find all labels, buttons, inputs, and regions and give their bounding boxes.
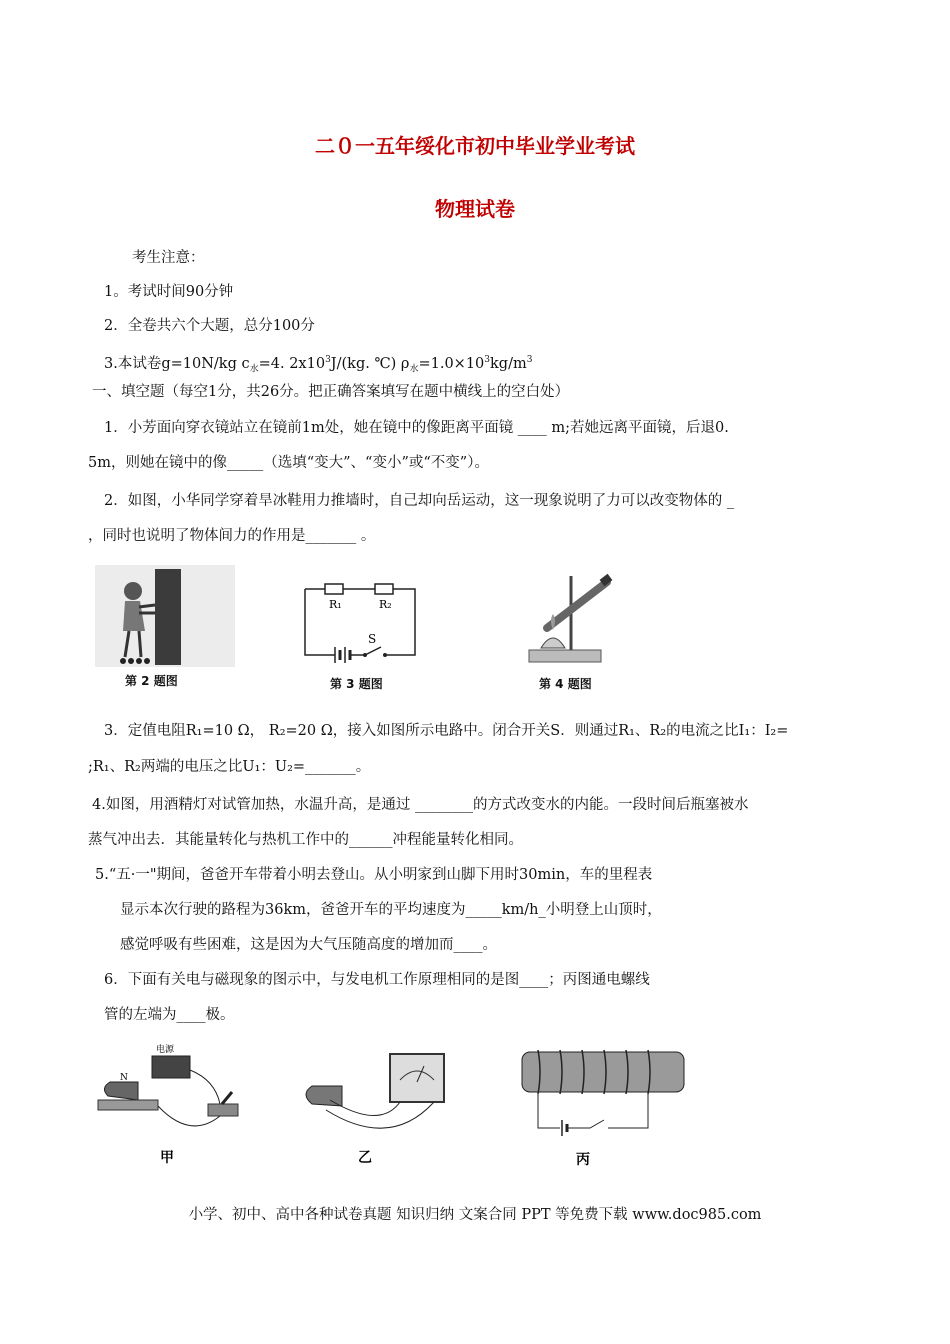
question-6-line-1: 6．下面有关电与磁现象的图示中，与发电机工作原理相同的是图____；丙图通电螺线	[104, 972, 650, 988]
figure-3-r2-label: R₂	[379, 598, 392, 611]
question-5-line-3: 感觉呼吸有些困难，这是因为大气压随高度的增加而____。	[120, 937, 497, 953]
figure-jia	[98, 1043, 238, 1166]
question-4-line-1: 4.如图，用酒精灯对试管加热，水温升高，是通过 ________的方式改变水的内能。一段时间后瓶塞被水	[92, 797, 749, 813]
note-3-f: 水	[409, 364, 419, 375]
question-1-line-1: 1．小芳面向穿衣镜站立在镜前1m处，她在镜中的像距离平面镜 ____ m;若她远离平面镜，后退0.	[104, 420, 729, 436]
note-3-a: 3.本试卷g=10N/kg c	[104, 355, 250, 372]
question-5-line-1: 5.“五·一"期间，爸爸开车带着小明去登山。从小明家到山脚下用时30min，车的里程表	[95, 867, 653, 883]
question-2-line-1: 2．如图，小华同学穿着旱冰鞋用力推墙时，自己却向岳运动，这一现象说明了力可以改变物体的 _	[104, 493, 735, 509]
figure-2-caption: 第 2 题图	[125, 674, 178, 688]
question-1-line-2: 5m，则她在镜中的像_____（选填“变大”、“变小”或“不变”）。	[88, 455, 489, 471]
note-3	[104, 350, 532, 380]
figure-4-alcohol-lamp	[525, 570, 630, 695]
figure-4-caption: 第 4 题图	[539, 677, 592, 691]
question-5-line-2: 显示本次行驶的路程为36km，爸爸开车的平均速度为_____km/h_小明登上山顶时，	[120, 902, 662, 918]
exam-subtitle: 物理试卷	[435, 197, 515, 221]
question-3-line-2: ;R₁、R₂两端的电压之比U₁：U₂=_______。	[88, 759, 371, 775]
question-4-line-2: 蒸气冲出去．其能量转化与热机工作中的______冲程能量转化相同。	[88, 832, 523, 848]
question-6-line-2: 管的左端为____极。	[104, 1007, 235, 1023]
note-3-b: 水	[249, 364, 259, 375]
figure-3-circuit	[295, 575, 435, 695]
note-3-g: =1.0×10	[418, 355, 485, 372]
figure-3-switch-label: S	[368, 632, 377, 646]
note-3-c: =4. 2x10	[258, 355, 326, 372]
note-3-h: 3	[484, 355, 491, 365]
figure-jia-n-label: N	[120, 1073, 128, 1083]
question-3-line-1: 3．定值电阻R₁=10 Ω， R₂=20 Ω，接入如图所示电路中。闭合开关S．则通过R₁、R₂的电流之比I₁：I₂=	[104, 723, 789, 739]
figure-3-r1-label: R₁	[329, 598, 342, 611]
question-2-line-2: ，同时也说明了物体间力的作用是_______ 。	[88, 528, 376, 544]
note-2: 2．全卷共六个大题，总分100分	[104, 318, 315, 334]
note-3-e: J/(kg. ℃) ρ	[330, 355, 410, 372]
figure-bing-label: 丙	[576, 1152, 590, 1168]
figure-bing	[522, 1050, 684, 1168]
notes-heading: 考生注意：	[132, 250, 205, 266]
section-1-heading: 一、填空题（每空1分，共26分。把正确答案填写在题中横线上的空白处）	[92, 384, 570, 400]
note-3-d: 3	[325, 355, 331, 365]
note-3-j: 3	[526, 355, 533, 365]
exam-title: 二０一五年绥化市初中毕业学业考试	[315, 134, 635, 158]
figures-electromagnetism	[90, 1040, 870, 1180]
figure-jia-label: 甲	[160, 1150, 174, 1166]
figure-jia-power-label: 电源	[156, 1045, 175, 1055]
figure-3-caption: 第 3 题图	[330, 677, 383, 691]
figure-yi-label: 乙	[358, 1150, 372, 1166]
note-3-i: kg/m	[490, 355, 527, 372]
note-1: 1。考试时间90分钟	[104, 284, 234, 300]
footer-text: 小学、初中、高中各种试卷真题 知识归纳 文案合同 PPT 等免费下载 www.doc985.com	[188, 1207, 762, 1223]
figure-2-girl-pushing-wall	[95, 565, 235, 695]
figure-yi	[306, 1054, 444, 1166]
